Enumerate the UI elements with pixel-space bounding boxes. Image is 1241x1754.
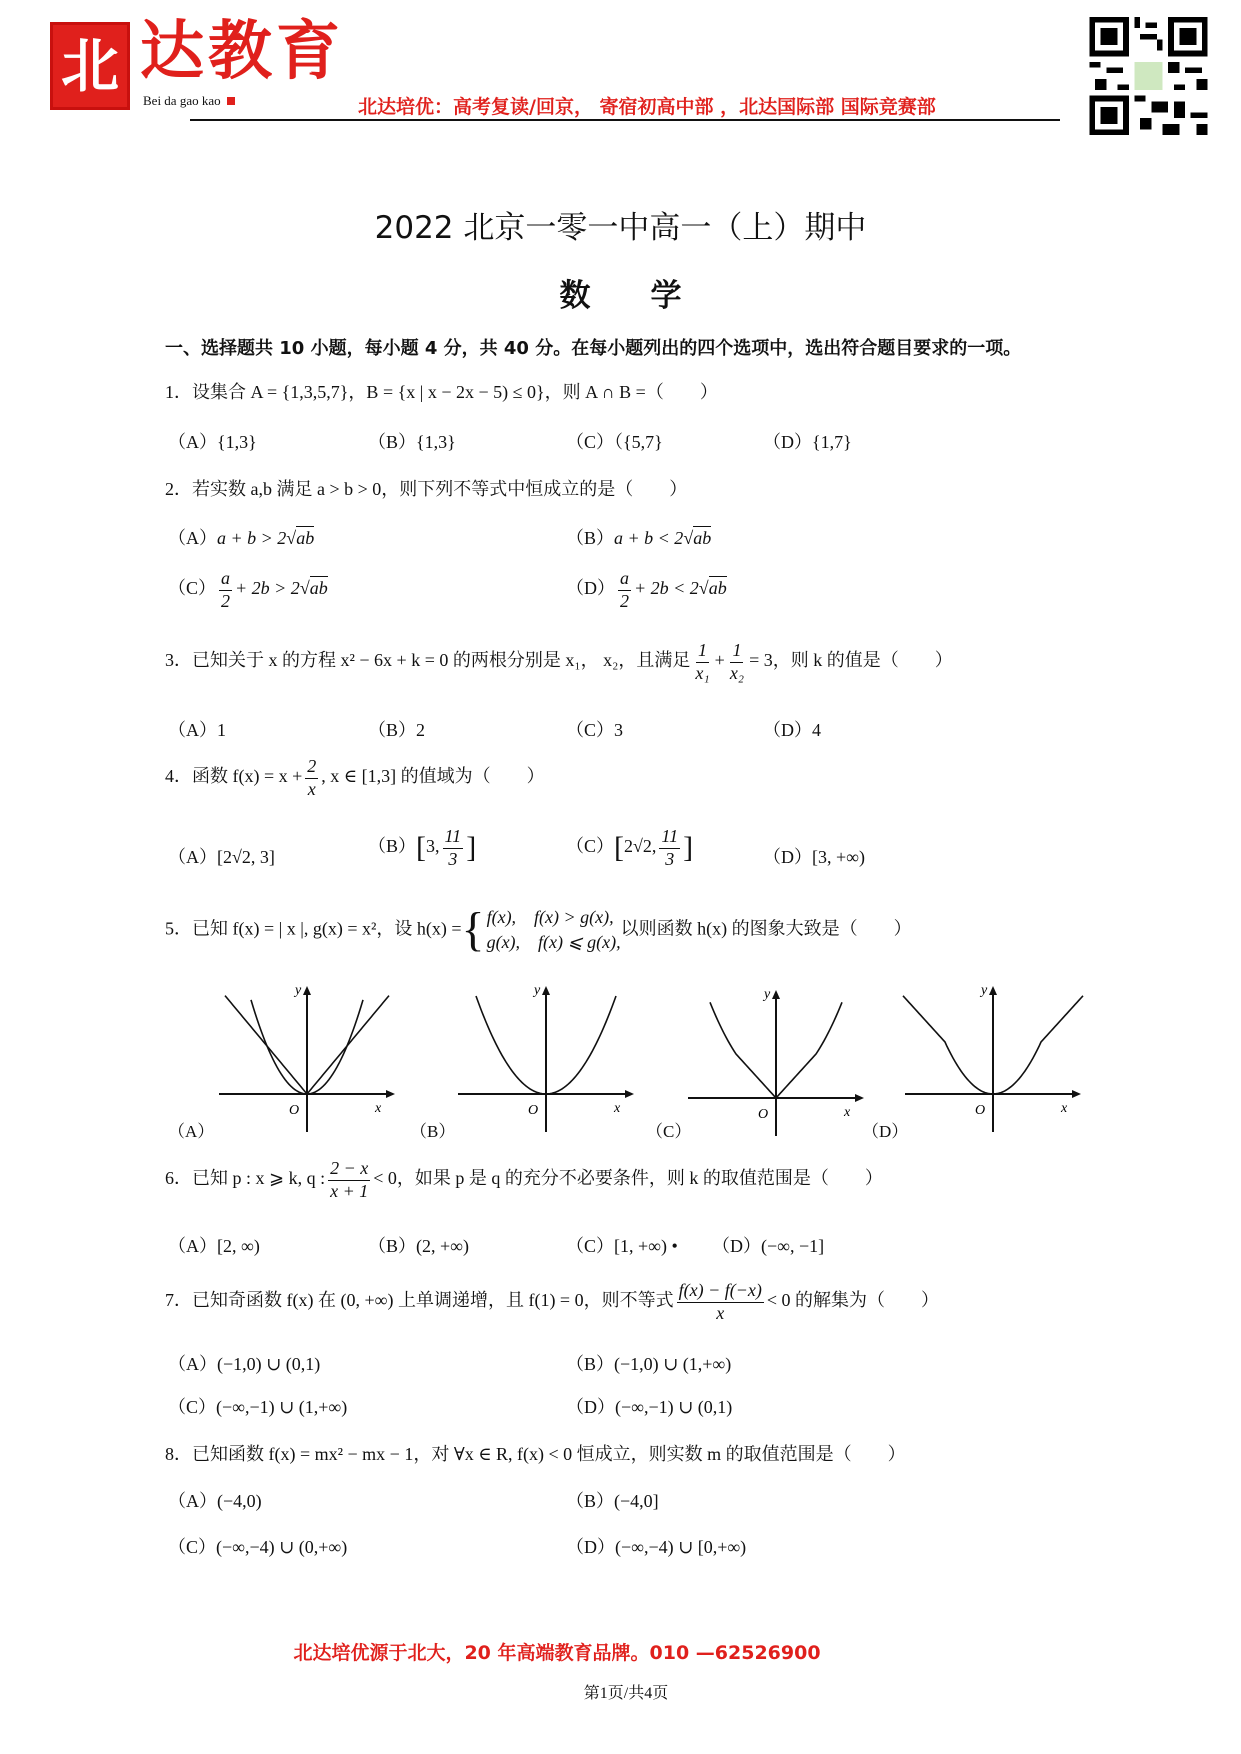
q6-option-b: （B）(2, +∞) xyxy=(368,1236,469,1256)
origin-label: O xyxy=(289,1103,300,1118)
option-label: （D） xyxy=(566,578,615,599)
denominator: x₁ xyxy=(695,662,710,683)
q3-option-a: （A）1 xyxy=(168,720,226,740)
q6-option-c: （C）[1, +∞) • xyxy=(566,1236,678,1256)
denominator: 3 xyxy=(665,848,675,869)
option-label: （B） xyxy=(566,528,615,548)
stem-text: < 0 的解集为（ ） xyxy=(766,1290,939,1311)
option-expr: a + b > 2 xyxy=(217,528,287,548)
stem-text: 7．已知奇函数 f(x) 在 (0, +∞) 上单调递增，且 f(1) = 0，则不等式 xyxy=(165,1290,674,1311)
y-axis-arrow-icon xyxy=(303,986,311,995)
q8-option-d: （D）(−∞,−4) ∪ [0,+∞) xyxy=(566,1537,747,1557)
q3-option-c: （C）3 xyxy=(566,720,624,740)
origin-label: O xyxy=(758,1107,769,1122)
numerator: a xyxy=(219,568,232,591)
q7-option-a: （A）(−1,0) ∪ (0,1) xyxy=(168,1354,321,1374)
option-label: （B） xyxy=(368,836,417,857)
y-axis-label: y xyxy=(534,984,541,998)
numerator: 11 xyxy=(443,826,464,849)
option-label: （C） xyxy=(168,578,217,599)
option-expr: + 2b < 2 xyxy=(634,578,699,599)
fraction xyxy=(305,756,318,800)
stem-text: < 0，如果 p 是 q 的充分不必要条件，则 k 的取值范围是（ ） xyxy=(373,1168,883,1189)
interval-start: 2√2, xyxy=(624,836,657,857)
q2-option-b: （B）a + b < 2√ab xyxy=(566,528,712,548)
q1-option-c: （C）（{5,7} xyxy=(566,432,663,452)
plus-sign: + xyxy=(714,650,725,671)
function-graph-d xyxy=(893,984,1093,1134)
header-slogan: 北达培优：高考复读/回京， 寄宿初高中部 ，北达国际部 国际竞赛部 xyxy=(358,96,936,118)
stem-text: 4．函数 f(x) = x + xyxy=(165,766,303,787)
q4-option-c: （C）[2√2, $\frac{11}{3}$ ] xyxy=(566,826,694,869)
y-axis-label: y xyxy=(764,988,771,1002)
piecewise-definition: { f(x), f(x) > g(x), g(x), f(x) ⩽ g(x), xyxy=(461,903,621,957)
y-axis-label: y xyxy=(295,984,302,998)
x-axis-label: x xyxy=(375,1101,382,1116)
numerator: f(x) − f(−x) xyxy=(677,1280,764,1303)
q2-option-c: （C） $\frac{a}{2}$ + 2b > 2√ab xyxy=(168,568,328,611)
denominator: 2 xyxy=(620,590,629,611)
stem-text: 6．已知 p : x ⩾ k, q : xyxy=(165,1168,326,1189)
denominator: 2 xyxy=(221,590,231,611)
denominator: x + 1 xyxy=(330,1180,369,1201)
y-axis-arrow-icon xyxy=(989,986,997,995)
q7-option-b: （B）(−1,0) ∪ (1,+∞) xyxy=(566,1354,732,1374)
question-6-stem xyxy=(165,1158,883,1202)
page-number: 第1页/共4页 xyxy=(583,1685,669,1702)
logo-subtitle-text: Bei da gao kao xyxy=(143,93,221,108)
q7-option-c: （C）(−∞,−1) ∪ (1,+∞) xyxy=(168,1397,348,1417)
fraction xyxy=(328,1158,370,1202)
q1-option-d: （D）{1,7} xyxy=(763,432,852,452)
q2-option-d: （D） $\frac{a}{2}$ + 2b < 2√ab xyxy=(566,568,727,611)
y-axis-arrow-icon xyxy=(772,990,780,999)
question-5-stem xyxy=(165,905,912,955)
q2-option-a: （A）a + b > 2√ab xyxy=(168,528,315,548)
q3-option-d: （D）4 xyxy=(763,720,821,740)
numerator: 2 − x xyxy=(328,1158,370,1181)
footer-advert: 北达培优源于北大，20 年高端教育品牌。010 —62526900 xyxy=(293,1642,821,1664)
question-8-stem: 8．已知函数 f(x) = mx² − mx − 1，对 ∀x ∈ R, f(x) < 0 恒成立，则实数 m 的取值范围是（ ） xyxy=(165,1444,906,1464)
q1-option-a: （A）{1,3} xyxy=(168,432,257,452)
y-axis-label: y xyxy=(981,984,988,998)
function-graph-a xyxy=(207,984,407,1134)
fraction xyxy=(728,640,746,684)
function-graph-b xyxy=(446,984,646,1134)
fraction xyxy=(693,640,711,684)
q7-option-d: （D）(−∞,−1) ∪ (0,1) xyxy=(566,1397,733,1417)
graph-label-c: （C） xyxy=(646,1122,692,1141)
graph-label-a: （A） xyxy=(168,1122,215,1141)
numerator: 1 xyxy=(696,640,709,663)
logo-mark: 北 xyxy=(50,22,130,110)
x-axis-label: x xyxy=(614,1101,621,1116)
logo-text: 达教育 xyxy=(140,14,344,89)
logo-subtitle xyxy=(143,94,235,108)
subject-title: 数学 xyxy=(559,278,742,314)
qr-code-icon xyxy=(1088,17,1209,135)
stem-text: 5．已知 f(x) = | x |, g(x) = x²，设 h(x) = xyxy=(165,918,462,939)
origin-label: O xyxy=(975,1103,986,1118)
fraction xyxy=(677,1280,764,1324)
fraction xyxy=(443,826,464,870)
x-axis-arrow-icon xyxy=(855,1094,864,1102)
option-label: （A） xyxy=(168,528,217,548)
question-1-stem: 1．设集合 A = {1,3,5,7}，B = {x | x − 2x − 5) ≤ 0}，则 A ∩ B =（ ） xyxy=(165,382,718,402)
option-label: （C） xyxy=(566,836,615,857)
x-axis-label: x xyxy=(844,1105,851,1120)
fraction xyxy=(618,568,631,612)
y-axis-arrow-icon xyxy=(542,986,550,995)
radicand: ab xyxy=(693,528,712,548)
denominator: x xyxy=(307,778,316,799)
radicand: ab xyxy=(296,528,315,548)
q4-option-a: （A）[2√2, 3] xyxy=(168,847,275,867)
fraction xyxy=(219,568,232,612)
exam-title: 2022 北京一零一中高一（上）期中 xyxy=(374,210,867,246)
question-7-stem xyxy=(165,1280,939,1324)
fraction xyxy=(659,826,680,870)
q8-option-a: （A）(−4,0) xyxy=(168,1491,262,1511)
case-2: g(x), f(x) ⩽ g(x), xyxy=(486,932,621,953)
stem-text: 3．已知关于 x 的方程 x² − 6x + k = 0 的两根分别是 x₁， x₂，且满足 xyxy=(165,650,691,671)
radicand: ab xyxy=(708,578,727,599)
q6-option-a: （A）[2, ∞) xyxy=(168,1236,260,1256)
q6-option-d: （D）(−∞, −1] xyxy=(712,1236,825,1256)
option-expr: a + b < 2 xyxy=(614,528,684,548)
x-axis-arrow-icon xyxy=(1072,1090,1081,1098)
interval-start: 3, xyxy=(426,836,440,857)
option-expr: + 2b > 2 xyxy=(235,578,300,599)
x-axis-label: x xyxy=(1061,1101,1068,1116)
numerator: 11 xyxy=(659,826,680,849)
x-axis-arrow-icon xyxy=(625,1090,634,1098)
q8-option-c: （C）(−∞,−4) ∪ (0,+∞) xyxy=(168,1537,348,1557)
stem-text: , x ∈ [1,3] 的值域为（ ） xyxy=(321,766,545,787)
denominator: 3 xyxy=(448,848,458,869)
numerator: a xyxy=(618,568,631,591)
section-heading: 一、选择题共 10 小题，每小题 4 分，共 40 分。在每小题列出的四个选项中，选出符合题目要求的一项。 xyxy=(165,338,1022,359)
numerator: 1 xyxy=(730,640,743,663)
denominator: x xyxy=(716,1302,725,1323)
graph-label-b: （B） xyxy=(410,1122,456,1141)
stem-text: 以则函数 h(x) 的图象大致是（ ） xyxy=(620,918,912,939)
stem-text: = 3，则 k 的值是（ ） xyxy=(749,650,953,671)
x-axis-arrow-icon xyxy=(386,1090,395,1098)
header-divider xyxy=(190,119,1060,121)
question-4-stem xyxy=(165,756,545,800)
function-graph-c xyxy=(676,988,876,1138)
radicand: ab xyxy=(309,578,328,599)
q4-option-b: （B）[3, $\frac{11}{3}$ ] xyxy=(368,826,477,869)
graph-label-d: （D） xyxy=(862,1122,909,1141)
q8-option-b: （B）(−4,0] xyxy=(566,1491,659,1511)
origin-label: O xyxy=(528,1103,539,1118)
square-icon xyxy=(227,97,235,105)
question-2-stem: 2．若实数 a,b 满足 a > b > 0，则下列不等式中恒成立的是（ ） xyxy=(165,479,688,499)
q4-option-d: （D）[3, +∞) xyxy=(763,847,865,867)
numerator: 2 xyxy=(305,756,318,779)
q1-option-b: （B）{1,3} xyxy=(368,432,456,452)
case-1: f(x), f(x) > g(x), xyxy=(486,907,614,927)
question-3-stem xyxy=(165,640,953,684)
q3-option-b: （B）2 xyxy=(368,720,426,740)
denominator: x₂ xyxy=(729,662,745,683)
